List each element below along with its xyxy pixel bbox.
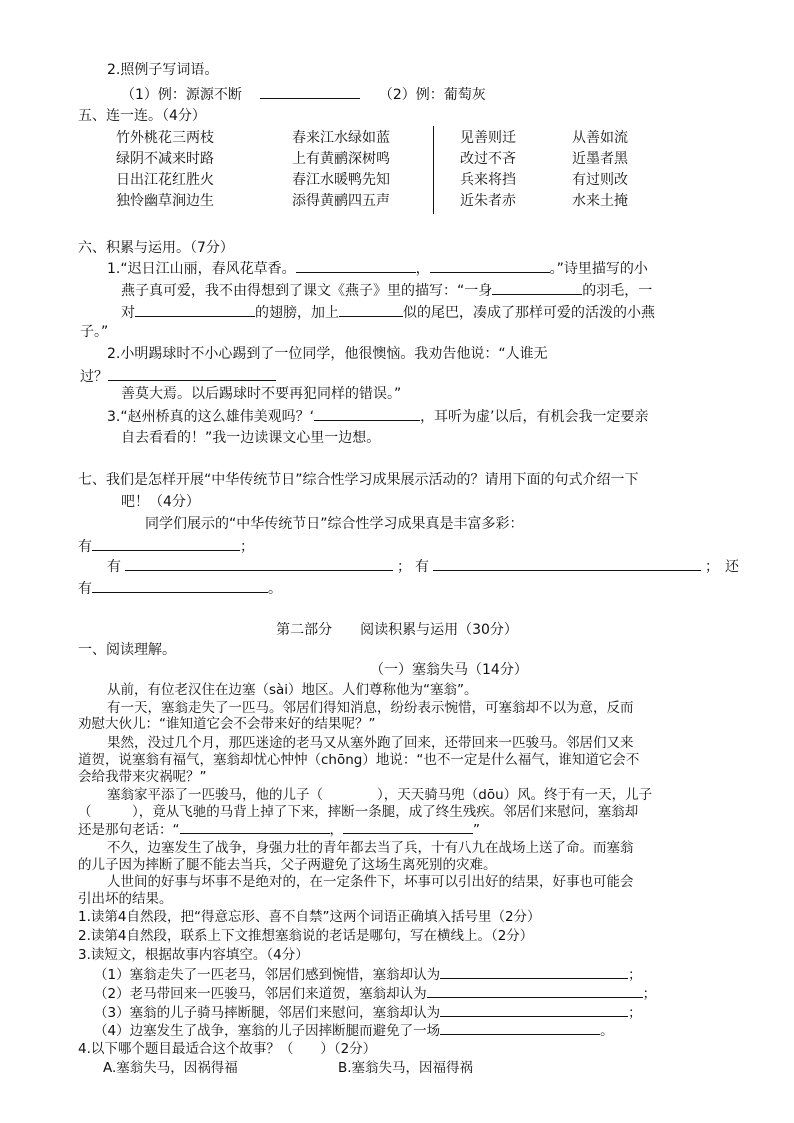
- match-item[interactable]: 近墨者黑: [572, 151, 628, 167]
- paragraph-6-cont: 引出坏的结果。: [78, 891, 173, 907]
- q6-1-line3: [121, 302, 655, 323]
- paragraph-3: 果然，没过几个月，那匹迷途的老马又从塞外跑了回来，还带回来一匹骏马。邻居们又来: [107, 735, 634, 751]
- answer-blank[interactable]: [427, 983, 643, 998]
- text: 有: [107, 559, 121, 575]
- match-item[interactable]: 改过不吝: [460, 151, 516, 167]
- answer-blank[interactable]: [125, 556, 393, 571]
- q6-2-line1: 2.小明踢球时不小心踢到了一位同学，他很懊恼。我劝告他说：“人谁无: [107, 346, 548, 362]
- text: 过？: [80, 369, 108, 385]
- text: ；: [397, 559, 411, 575]
- paragraph-1: 从前，有位老汉住在边塞（sài）地区。人们尊称他为“塞翁”。: [107, 682, 478, 698]
- q6-2-line3: 善莫大焉。以后踢球时不要再犯同样的错误。”: [121, 386, 402, 402]
- text: ，: [415, 261, 430, 277]
- paragraph-2-cont: 劝慰大伙儿：“谁知道它会不会带来好的结果呢？”: [78, 716, 376, 732]
- match-item[interactable]: 有过则改: [572, 172, 628, 188]
- section-7-line3: 有 。: [78, 578, 282, 599]
- match-item[interactable]: 独怜幽草涧边生: [116, 193, 214, 209]
- q2-title: 2.照例子写词语。: [107, 62, 219, 78]
- text: ；: [628, 967, 642, 983]
- story-title: （一）塞翁失马（14分）: [370, 662, 528, 678]
- section-7-title-end: 吧！（4分）: [121, 494, 200, 510]
- q6-1-line1: [107, 258, 648, 279]
- q2-example-1-text: （1）例：源源不断: [121, 87, 242, 103]
- section-7-intro: 同学们展示的“中华传统节日”综合性学习成果真是丰富多彩：: [145, 516, 524, 532]
- q6-3-line1: [107, 406, 649, 427]
- answer-blank[interactable]: [492, 280, 582, 295]
- section-6-title: 六、积累与运用。（7分）: [78, 240, 234, 256]
- text: ；: [642, 986, 657, 1002]
- text: 的翅膀，加上: [255, 305, 339, 321]
- text: （3）塞翁的儿子骑马摔断腿，邻居们来慰问，塞翁却认为: [94, 1005, 441, 1021]
- answer-blank[interactable]: [430, 258, 550, 273]
- answer-blank[interactable]: [296, 258, 416, 273]
- paragraph-5-cont: 的儿子因为摔断了腿不能去当兵，父子两避免了这场生离死别的灾难。: [78, 857, 497, 873]
- answer-blank[interactable]: [260, 84, 360, 99]
- section-7-line1: [78, 536, 254, 557]
- question-3-2: [94, 983, 656, 1004]
- answer-blank[interactable]: [339, 302, 403, 317]
- match-item[interactable]: 竹外桃花三两枝: [116, 130, 214, 146]
- text: 还: [725, 559, 739, 575]
- match-item[interactable]: 上有黄鹂深树鸣: [292, 151, 390, 167]
- text: 有: [415, 559, 429, 575]
- answer-blank[interactable]: [440, 964, 628, 979]
- text: （2）老马带回来一匹骏马，邻居们来道贺，塞翁却认为: [94, 986, 427, 1002]
- text: ；: [240, 539, 254, 555]
- text: ，: [329, 822, 343, 838]
- text: 有: [78, 539, 92, 555]
- answer-blank[interactable]: [92, 578, 268, 593]
- option-a[interactable]: A.塞翁失马，因祸得福: [103, 1060, 238, 1076]
- paragraph-5: 不久，边塞发生了战争，身强力壮的青年都去当了兵，十有八九在战场上送了命。而塞翁: [107, 840, 634, 856]
- answer-blank[interactable]: [180, 819, 330, 834]
- text: 有: [78, 581, 92, 597]
- match-item[interactable]: 春来江水绿如蓝: [292, 130, 390, 146]
- answer-blank[interactable]: [135, 302, 255, 317]
- part-2-subheading: 一、阅读理解。: [78, 642, 176, 658]
- q2-example-2-text: （2）例：葡萄灰: [378, 87, 486, 103]
- paragraph-4-cont: （ ），竟从飞驰的马背上掉了下来，摔断一条腿，成了终生残疾。邻居们来慰问，塞翁却: [78, 804, 639, 820]
- question-1: 1.读第4自然段，把“得意忘形、喜不自禁”这两个词语正确填入括号里（2分）: [78, 909, 541, 925]
- answer-blank[interactable]: [433, 556, 701, 571]
- answer-blank[interactable]: [108, 366, 276, 381]
- text: 的羽毛，一: [582, 283, 653, 299]
- text: （1）塞翁走失了一匹老马，邻居们感到惋惜，塞翁却认为: [94, 967, 441, 983]
- text: （4）边塞发生了战争，塞翁的儿子因摔断腿而避免了一场: [94, 1023, 441, 1039]
- text: ”: [473, 822, 480, 838]
- q2-example-1: [121, 84, 486, 105]
- paragraph-4-cont: [78, 819, 480, 840]
- text: 1.“迟日江山丽，春风花草香。: [107, 261, 296, 277]
- question-2: 2.读第4自然段，联系上下文推想塞翁说的老话是哪句，写在横线上。（2分）: [78, 928, 534, 944]
- paragraph-4: 塞翁家平添了一匹骏马，他的儿子（ ），天天骑马兜（dōu）风。终于有一天，儿子: [107, 787, 653, 803]
- question-3: 3.读短文，根据故事内容填空。（4分）: [78, 947, 309, 963]
- match-item[interactable]: 春江水暖鸭先知: [292, 172, 390, 188]
- answer-blank[interactable]: [440, 1020, 600, 1035]
- option-b[interactable]: B.塞翁失马，因福得祸: [338, 1060, 474, 1076]
- question-3-1: [94, 964, 642, 985]
- question-3-4: [94, 1020, 614, 1041]
- match-item[interactable]: 见善则迁: [460, 130, 516, 146]
- q6-1-line2: [121, 280, 652, 301]
- text: 3.“赵州桥真的这么雄伟美观吗？‘: [107, 409, 315, 425]
- match-item[interactable]: 水来土掩: [572, 193, 628, 209]
- match-item[interactable]: 从善如流: [572, 130, 628, 146]
- section-7-line2: [107, 556, 739, 577]
- section-7-title: 七、我们是怎样开展“中华传统节日”综合性学习成果展示活动的？请用下面的句式介绍一下: [78, 472, 639, 488]
- text: 燕子真可爱，我不由得想到了课文《燕子》里的描写：“一身: [121, 283, 493, 299]
- q6-3-line2: 自去看看的！”我一边读课文心里一边想。: [121, 430, 381, 446]
- paragraph-3-cont: 会给我带来灾祸呢？”: [78, 769, 207, 785]
- text: 似的尾巴，凑成了那样可爱的活泼的小燕: [403, 305, 655, 321]
- match-item[interactable]: 兵来将挡: [460, 172, 516, 188]
- section-5-title: 五、连一连。（4分）: [78, 108, 206, 124]
- paragraph-3-cont: 道贺，说塞翁有福气，塞翁却忧心忡忡（chōng）地说：“也不一定是什么福气，谁知道它会不: [78, 752, 640, 768]
- text: ；: [705, 559, 719, 575]
- q6-1-line4: 子。”: [80, 324, 109, 340]
- answer-blank[interactable]: [440, 1002, 628, 1017]
- paragraph-2: 有一天，塞翁走失了一匹马。邻居们得知消息，纷纷表示惋惜，可塞翁却不以为意，反而: [107, 700, 634, 716]
- answer-blank[interactable]: [314, 406, 420, 421]
- question-4: 4.以下哪个题目最适合这个故事？（ ）（2分）: [78, 1041, 377, 1057]
- match-item[interactable]: 绿阴不减来时路: [116, 151, 214, 167]
- match-item[interactable]: 近朱者赤: [460, 193, 516, 209]
- divider-line: [433, 126, 434, 214]
- text: 。”诗里描写的小: [549, 261, 648, 277]
- text: ；: [628, 1005, 642, 1021]
- text: 还是那句老话：“: [78, 822, 180, 838]
- text: 。: [600, 1023, 614, 1039]
- match-item[interactable]: 添得黄鹂四五声: [292, 193, 390, 209]
- paragraph-6: 人世间的好事与坏事不是绝对的，在一定条件下，坏事可以引出好的结果，好事也可能会: [107, 874, 634, 890]
- answer-blank[interactable]: [92, 536, 240, 551]
- text: ，耳听为虚’以后，有机会我一定要亲: [420, 409, 649, 425]
- answer-blank[interactable]: [343, 819, 473, 834]
- match-item[interactable]: 日出江花红胜火: [116, 172, 214, 188]
- text: 对: [121, 305, 135, 321]
- part-2-heading: 第二部分 阅读积累与运用（30分）: [276, 622, 518, 638]
